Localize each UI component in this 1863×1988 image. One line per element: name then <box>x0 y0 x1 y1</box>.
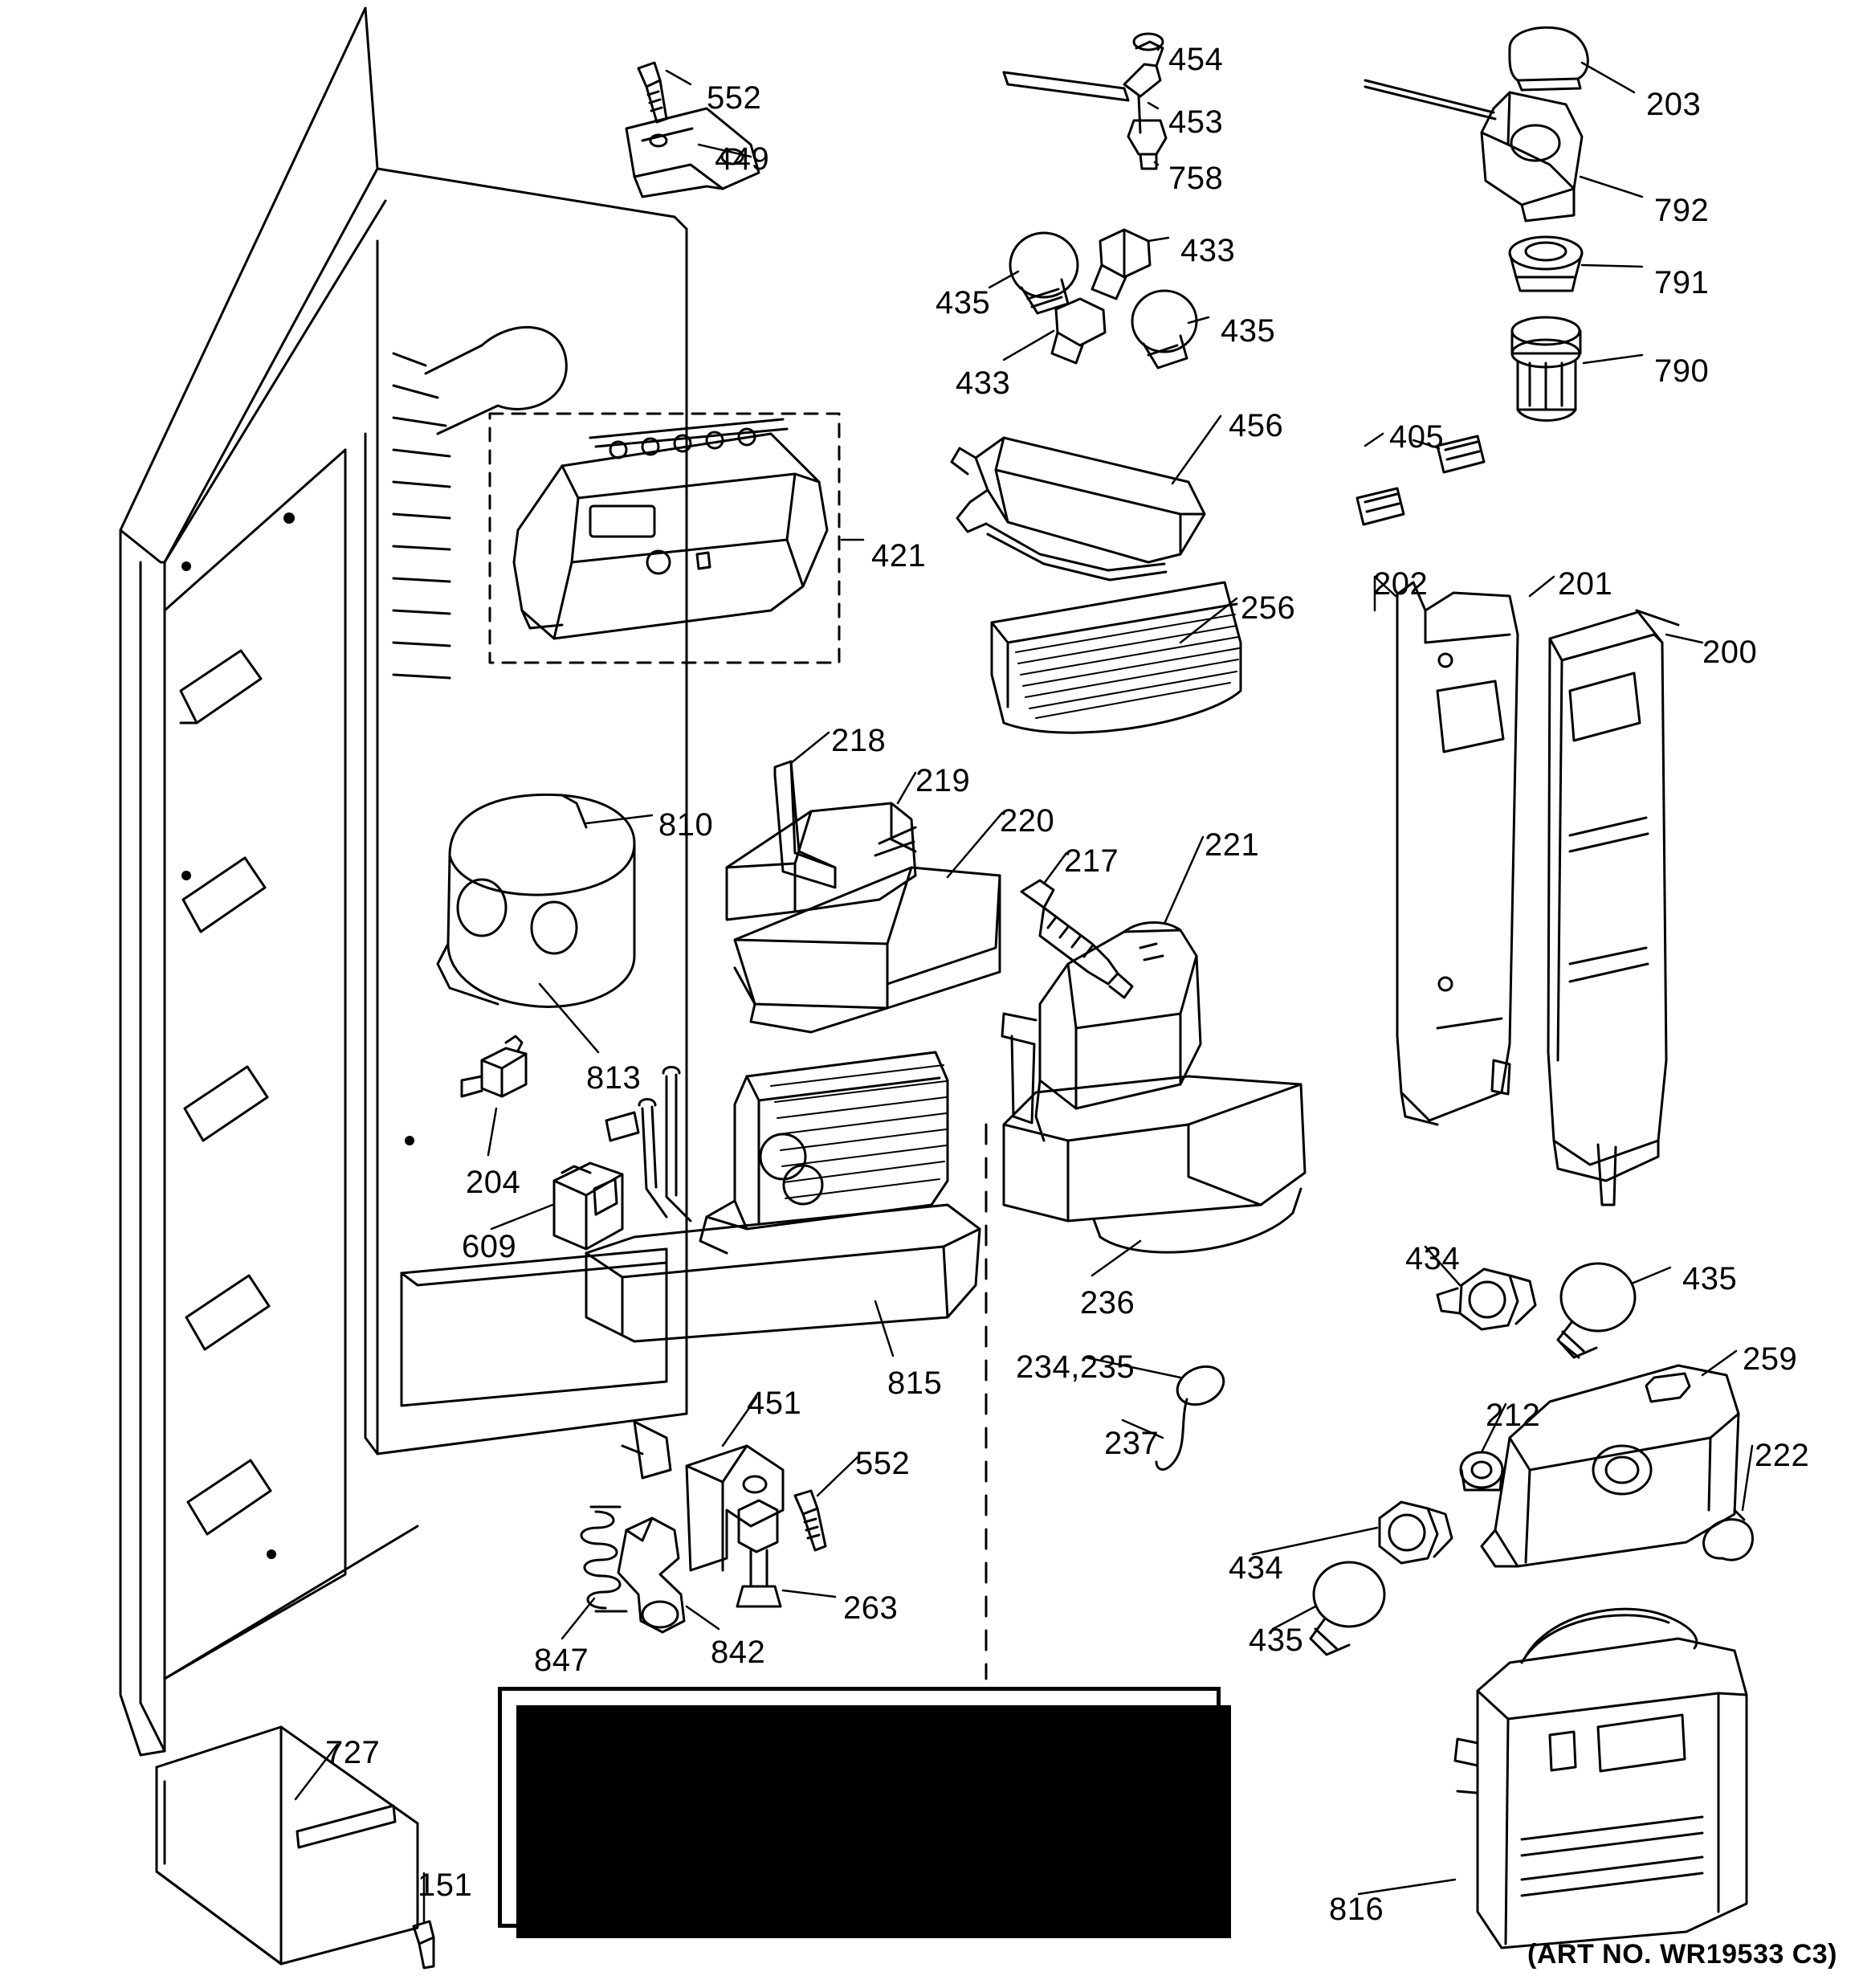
part-456-bracket <box>952 438 1205 580</box>
part-218-bracket <box>775 761 835 888</box>
callout-number: 222 <box>1755 1438 1810 1473</box>
callout-number: 449 <box>715 141 770 177</box>
part-435-bulb-a <box>1010 233 1078 313</box>
part-552-screw-bottom <box>795 1491 826 1550</box>
part-203-cap <box>1510 27 1588 90</box>
part-842-latch <box>618 1518 684 1632</box>
part-816-cover <box>1455 1609 1747 1948</box>
callout-number: 219 <box>915 763 971 798</box>
cabinet-outline <box>120 8 687 1755</box>
callout-number: 815 <box>887 1365 943 1401</box>
callout-number: 792 <box>1654 193 1710 228</box>
note-line-4: and replacement options <box>709 1871 1009 1902</box>
callout-number: 451 <box>747 1386 802 1421</box>
part-263-pin <box>737 1500 781 1606</box>
part-220-tray <box>735 867 1000 1032</box>
part-434-socket-right <box>1437 1269 1535 1329</box>
part-234-235-237 <box>1156 1359 1229 1469</box>
note-title: IMPORTANT NOTE: <box>670 1709 1049 1754</box>
callout-number: 435 <box>936 285 991 320</box>
callout-number: 435 <box>1682 1261 1738 1296</box>
callout-number: 552 <box>707 80 762 116</box>
callout-number: 236 <box>1080 1285 1135 1321</box>
part-791-cartridge-collar <box>1510 237 1582 291</box>
callout-number: 816 <box>1329 1892 1384 1927</box>
part-204-switch <box>462 1036 526 1096</box>
callout-number: 454 <box>1168 42 1224 77</box>
part-815-evaporator <box>586 1052 980 1341</box>
callout-number: 433 <box>1180 233 1236 268</box>
callout-number: 201 <box>1558 566 1613 602</box>
part-810-813-cover <box>438 794 634 1006</box>
part-435-bulb-lower <box>1311 1562 1384 1655</box>
callout-number: 453 <box>1168 104 1224 140</box>
callout-number: 421 <box>871 538 927 574</box>
callout-number: 200 <box>1702 635 1758 670</box>
callout-number: 847 <box>534 1643 589 1678</box>
part-256-shelf <box>992 582 1241 733</box>
part-221-bucket <box>1002 922 1201 1141</box>
leader-lines <box>296 43 1752 1921</box>
part-421-control-panel <box>490 414 839 663</box>
callout-number: 220 <box>1000 803 1055 839</box>
callout-number: 218 <box>831 723 887 758</box>
callout-number: 433 <box>956 365 1011 401</box>
callout-number: 259 <box>1743 1341 1798 1377</box>
part-792-filter-head <box>1365 80 1582 221</box>
part-847-spring <box>581 1507 626 1611</box>
part-202-liner <box>1397 582 1518 1125</box>
part-434-socket-lower <box>1380 1502 1452 1563</box>
callout-number: 217 <box>1064 843 1119 879</box>
note-line-2-bold: EVAPORATOR INSTRUCTIONS <box>729 1801 1131 1832</box>
part-433-socket-b <box>1052 299 1105 363</box>
callout-number: 256 <box>1241 590 1296 626</box>
callout-number: 791 <box>1654 265 1710 300</box>
part-552-screw-top <box>638 63 667 122</box>
art-number: (ART NO. WR19533 C3) <box>1527 1939 1837 1970</box>
callout-number: 758 <box>1168 161 1224 196</box>
important-note-box <box>498 1687 1221 1928</box>
callout-number: 263 <box>843 1590 899 1626</box>
callout-number: 790 <box>1654 353 1710 389</box>
callout-number: 237 <box>1104 1426 1160 1461</box>
part-433-socket-a <box>1092 230 1150 299</box>
callout-number: 212 <box>1486 1398 1541 1433</box>
part-212-grommet <box>1461 1452 1502 1490</box>
part-236-bucket-base <box>1004 1076 1305 1252</box>
callout-number: 434 <box>1229 1550 1284 1586</box>
callout-number: 203 <box>1646 87 1702 122</box>
callout-number: 456 <box>1229 408 1284 443</box>
callout-number: 810 <box>658 807 714 843</box>
callout-number: 552 <box>855 1446 911 1481</box>
callout-number: 813 <box>586 1060 642 1096</box>
callout-number: 204 <box>466 1165 521 1200</box>
part-453-454-758 <box>1004 34 1166 169</box>
part-435-bulb-right <box>1558 1263 1635 1357</box>
part-259-housing <box>1482 1365 1739 1566</box>
callout-number: 435 <box>1221 313 1276 349</box>
callout-number: 151 <box>418 1868 473 1903</box>
callout-number: 405 <box>1389 419 1445 455</box>
note-line-3: page of this model for additional part numbers <box>581 1836 1137 1868</box>
callout-number: 234,235 <box>1016 1349 1135 1385</box>
callout-number: 435 <box>1249 1623 1304 1658</box>
callout-number: 221 <box>1205 827 1260 863</box>
part-201-door-panel <box>1548 612 1666 1205</box>
note-line-2-prefix: orator. See <box>588 1801 730 1832</box>
callout-number: 842 <box>711 1635 766 1670</box>
callout-number: 727 <box>325 1735 381 1770</box>
note-body <box>502 1765 1217 1904</box>
callout-number: 434 <box>1405 1241 1461 1276</box>
part-435-bulb-b <box>1132 291 1196 368</box>
callout-number: 202 <box>1373 566 1429 602</box>
part-609-switch <box>554 1163 622 1249</box>
part-451-hinge-bracket <box>687 1446 783 1570</box>
callout-number: 609 <box>462 1229 517 1264</box>
part-217-auger <box>1021 880 1132 998</box>
part-790-filter-cartridge <box>1512 317 1580 421</box>
note-line-1: Additional parts are required to install evap- <box>596 1766 1123 1797</box>
